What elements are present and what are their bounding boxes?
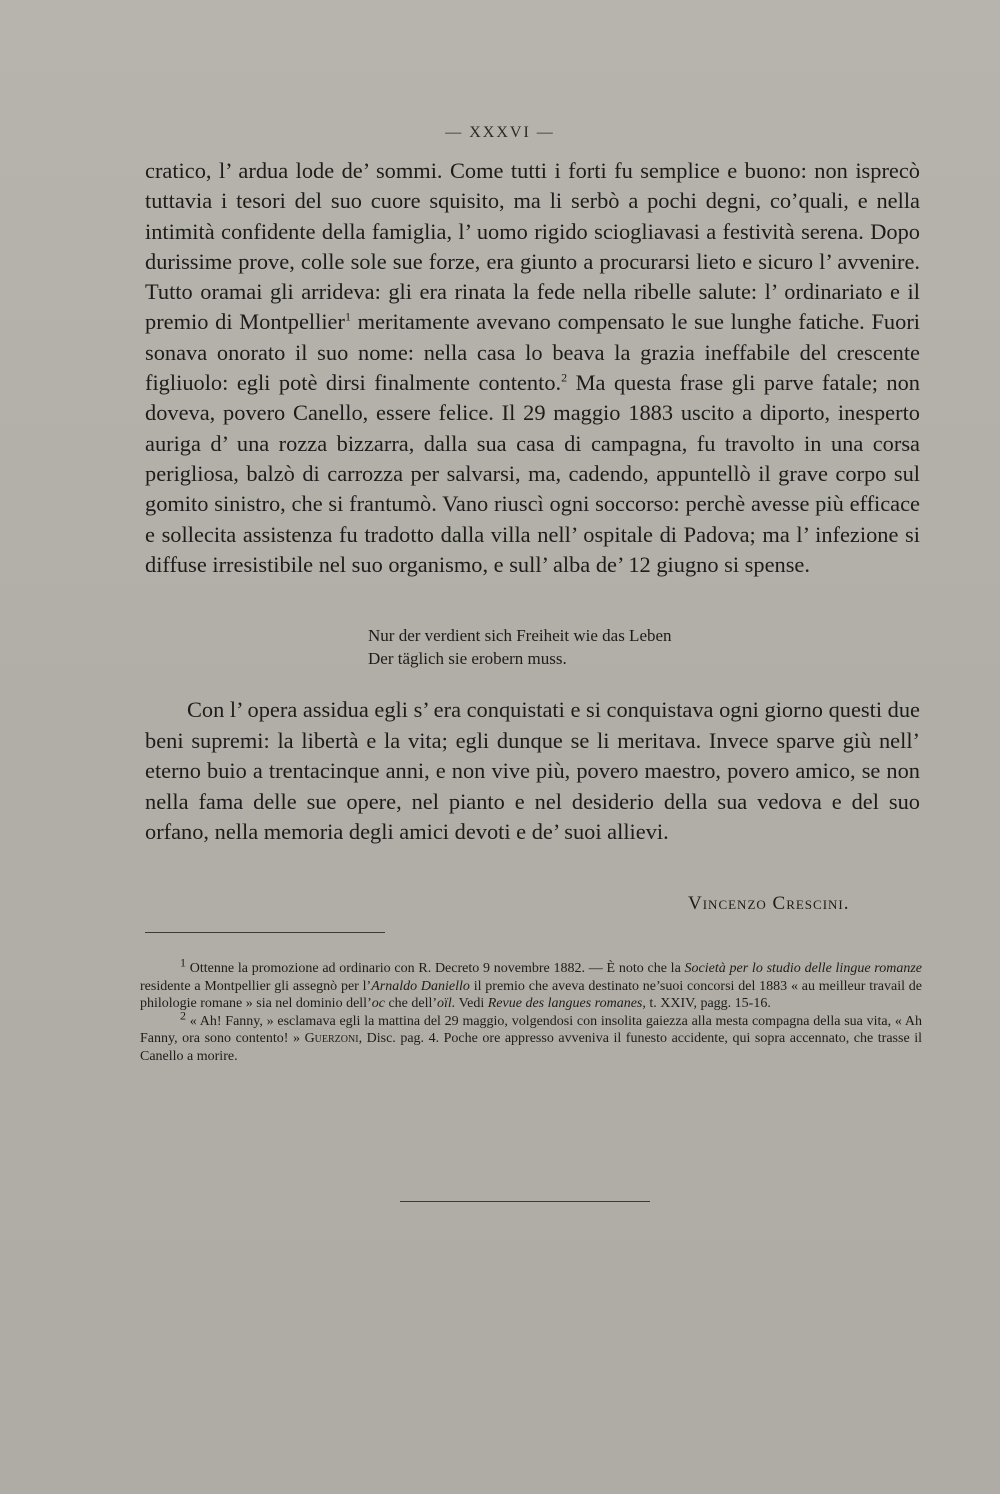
footnote-2-text: « Ah! Fanny, » esclamava egli la mattina del 29 maggio, volgendosi con insolita gaiezza alla mesta compagna della sua vita, « Ah Fanny, ora sono contento! »	[140, 1013, 922, 1046]
footnote-2-mark: 2	[180, 1007, 186, 1022]
footnote-mark-1[interactable]: 1	[344, 310, 351, 325]
main-paragraph	[145, 156, 920, 580]
footnote-1-italic: Arnaldo Daniello	[371, 978, 470, 994]
footnote-1-italic: oïl.	[437, 996, 456, 1011]
footnote-1-text: il premio che aveva destinato ne’suoi concorsi del 1883 « au meilleur travail de philologie romane » sia nel dominio dell’	[140, 978, 922, 1011]
footnote-mark-2[interactable]: 2	[561, 370, 568, 385]
paragraph-text-a: cratico, l’ ardua lode de’ sommi. Come tutti i forti fu semplice e buono: non isprecò tuttavia i tesori del suo cuore squisito, ma li serbò a pochi degni, co’quali, e nella intimità confidente della famiglia, l’ uomo rigido sciogliavasi a festività serena. Dopo durissime prove, colle sole sue forze, era giunto a procurarsi lieto e sicuro l’ avvenire. Tutto oramai gli arrideva: gli era rinata la fede nella ribelle salute: l’ ordinariato e il premio di Montpellier	[145, 158, 920, 335]
footnote-1-text: Vedi	[455, 996, 488, 1011]
footnote-1-text: residente a Montpellier gli assegnò per l’	[140, 978, 372, 994]
footnote-1-italic: Revue des langues romanes	[487, 996, 643, 1011]
paragraph-text-b: meritamente avevano compensato le sue lunghe fatiche. Fuori sonava onorato il suo nome: nella casa lo beava la grazia ineffabile del crescente figliuolo: egli potè dirsi finalmente contento.	[145, 309, 920, 396]
footnote-1-text: , t. XXIV, pagg. 15-16.	[642, 996, 771, 1011]
footnotes	[140, 955, 922, 1065]
author-signature: Vincenzo Crescini.	[688, 893, 850, 914]
footnote-2	[140, 1007, 922, 1066]
footnote-divider	[145, 932, 385, 933]
quote-line-2: Der täglich sie erobern muss.	[368, 649, 567, 668]
page-number-header: — XXXVI —	[445, 124, 555, 141]
closing-paragraph-text: Con l’ opera assidua egli s’ era conquistati e si conquistava ogni giorno questi due beni supremi: la libertà e la vita; egli dunque se li meritava. Invece sparve giù nell’ eterno buio a trentacinque anni, e non vive più, povero maestro, povero amico, se non nella fama delle sue opere, nel pianto e nel desiderio della sua vedova e del suo orfano, nella memoria degli amici devoti e de’ suoi allievi.	[145, 697, 920, 844]
footnote-1-text: Ottenne la promozione ad ordinario con R. Decreto 9 novembre 1882. — È noto che la	[186, 961, 685, 976]
footnote-1-text: che dell’	[384, 996, 438, 1011]
footnote-1-mark: 1	[180, 955, 186, 970]
footnote-1-italic: Società per lo studio delle lingue romanze	[684, 961, 922, 976]
closing-paragraph	[145, 695, 920, 848]
footnote-1	[140, 955, 922, 1013]
footnote-2-author: Guerzoni	[304, 1031, 359, 1046]
quote-line-1: Nur der verdient sich Freiheit wie das Leben	[368, 626, 672, 645]
verse-quotation	[368, 624, 788, 670]
end-rule	[400, 1201, 650, 1202]
footnote-1-italic: oc	[371, 996, 385, 1011]
paragraph-text-c: Ma questa frase gli parve fatale; non doveva, povero Canello, essere felice. Il 29 maggio 1883 uscito a diporto, inesperto auriga d’ una rozza bizzarra, dalla sua casa di campagna, fu travolto in una corsa perigliosa, balzò di carrozza per salvarsi, ma, cadendo, appuntellò il grave corpo sul gomito sinistro, che si frantumò. Vano riuscì ogni soccorso: perchè avesse più efficace e sollecita assistenza fu tradotto dalla villa nell’ ospitale di Padova; ma l’ infezione si diffuse irresistibile nel suo organismo, e sull’ alba de’ 12 giugno si spense.	[145, 370, 920, 577]
footnote-2-text: , Disc. pag. 4. Poche ore appresso avveniva il funesto accidente, qui sopra accennato, che trasse il Canello a morire.	[140, 1031, 922, 1064]
